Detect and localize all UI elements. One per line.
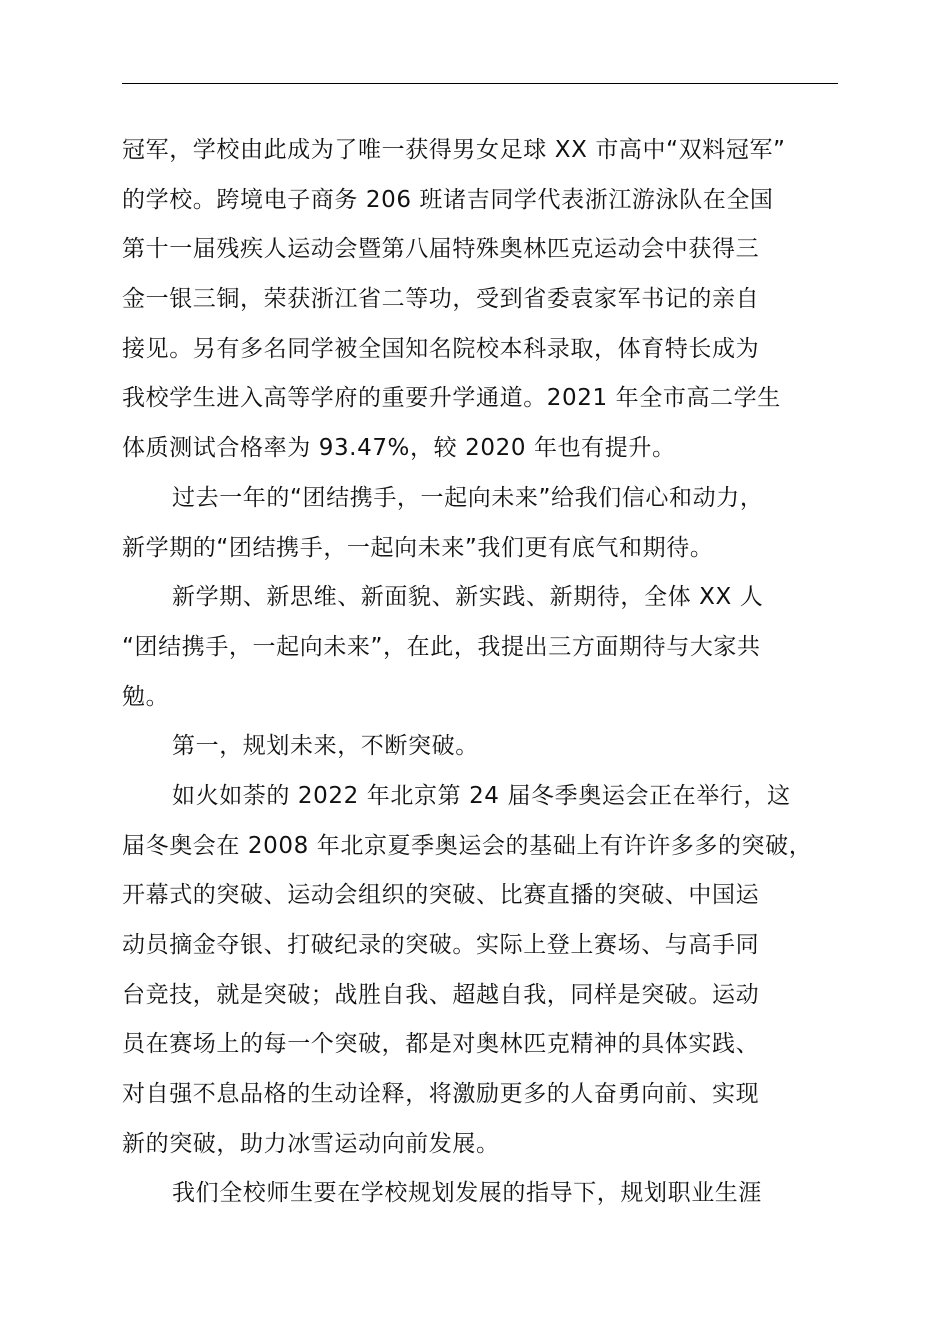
text-line: 体质测试合格率为 93.47%，较 2020 年也有提升。 — [122, 435, 676, 462]
text-line: 金一银三铜，荣获浙江省二等功，受到省委袁家军书记的亲自 — [122, 286, 760, 313]
text-line: 第十一届残疾人运动会暨第八届特殊奥林匹克运动会中获得三 — [122, 236, 760, 263]
text-line: 接见。另有多名同学被全国知名院校本科录取，体育特长成为 — [122, 335, 760, 362]
text-line: 动员摘金夺银、打破纪录的突破。实际上登上赛场、与高手同 — [122, 932, 760, 958]
text-line: 新学期的“团结携手，一起向未来”我们更有底气和期待。 — [122, 534, 714, 561]
text-line: 对自强不息品格的生动诠释，将激励更多的人奋勇向前、实现 — [122, 1081, 760, 1108]
paragraph-first-line: 如火如荼的 2022 年北京第 24 届冬季奥运会正在举行，这 — [172, 782, 791, 809]
text-line: 勉。 — [122, 683, 170, 710]
text-line: 的学校。跨境电子商务 206 班诸吉同学代表浙江游泳队在全国 — [122, 186, 774, 213]
text-line: 新的突破，助力冰雪运动向前发展。 — [122, 1130, 500, 1157]
paragraph-first-line: 过去一年的“团结携手，一起向未来”给我们信心和动力， — [172, 484, 764, 511]
text-line: “团结携手，一起向未来”，在此，我提出三方面期待与大家共 — [122, 633, 761, 660]
text-line: 届冬奥会在 2008 年北京夏季奥运会的基础上有许许多多的突破， — [122, 832, 813, 859]
section-heading: 第一，规划未来，不断突破。 — [172, 733, 479, 760]
paragraph-first-line: 我们全校师生要在学校规划发展的指导下，规划职业生涯 — [172, 1180, 762, 1207]
text-line: 台竞技，就是突破；战胜自我、超越自我，同样是突破。运动 — [122, 981, 760, 1008]
body-text — [122, 126, 842, 1219]
text-line: 员在赛场上的每一个突破，都是对奥林匹克精神的具体实践、 — [122, 1031, 760, 1058]
text-line: 冠军，学校由此成为了唯一获得男女足球 XX 市高中“双料冠军” — [122, 137, 786, 163]
text-line: 开幕式的突破、运动会组织的突破、比赛直播的突破、中国运 — [122, 882, 760, 909]
text-line: 我校学生进入高等学府的重要升学通道。2021 年全市高二学生 — [122, 385, 781, 412]
paragraph-first-line: 新学期、新思维、新面貌、新实践、新期待，全体 XX 人 — [172, 584, 764, 611]
header-rule — [122, 83, 838, 84]
